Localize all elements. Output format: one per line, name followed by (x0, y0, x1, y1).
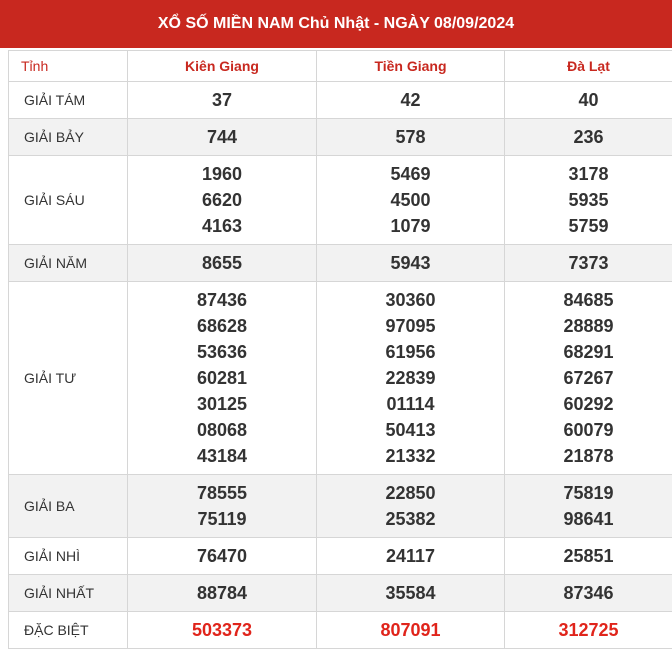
prize-cell (505, 245, 672, 282)
prize-row-giai-nam (9, 245, 672, 282)
winning-number: 37 (128, 87, 316, 113)
winning-number: 68291 (505, 339, 672, 365)
winning-number: 7373 (505, 250, 672, 276)
prize-label: GIẢI BA (9, 475, 128, 538)
prize-label: GIẢI SÁU (9, 156, 128, 245)
winning-number: 21332 (317, 443, 504, 469)
winning-number: 68628 (128, 313, 316, 339)
winning-number: 78555 (128, 480, 316, 506)
prize-label: GIẢI TƯ (9, 282, 128, 475)
results-table (8, 50, 672, 649)
prize-cell (317, 82, 505, 119)
winning-number: 43184 (128, 443, 316, 469)
winning-number: 5759 (505, 213, 672, 239)
winning-number: 01114 (317, 391, 504, 417)
prize-cell (505, 538, 672, 575)
page-title: XỔ SỐ MIỀN NAM Chủ Nhật - NGÀY 08/09/2024 (0, 0, 672, 48)
prize-cell (128, 612, 317, 649)
results-table-container (8, 50, 672, 649)
prize-cell (128, 282, 317, 475)
prize-cell (505, 282, 672, 475)
winning-number: 578 (317, 124, 504, 150)
winning-number: 67267 (505, 365, 672, 391)
prize-row-giai-nhat (9, 575, 672, 612)
prize-cell (128, 575, 317, 612)
winning-number: 08068 (128, 417, 316, 443)
prize-cell (317, 538, 505, 575)
winning-number: 98641 (505, 506, 672, 532)
winning-number: 8655 (128, 250, 316, 276)
winning-number: 744 (128, 124, 316, 150)
winning-number: 807091 (317, 617, 504, 643)
prize-cell (317, 245, 505, 282)
prize-cell (317, 612, 505, 649)
winning-number: 60292 (505, 391, 672, 417)
winning-number: 5469 (317, 161, 504, 187)
winning-number: 5943 (317, 250, 504, 276)
prize-cell (505, 119, 672, 156)
winning-number: 22839 (317, 365, 504, 391)
results-table-body (9, 82, 672, 649)
prize-cell (505, 156, 672, 245)
winning-number: 88784 (128, 580, 316, 606)
prize-row-giai-tu (9, 282, 672, 475)
winning-number: 22850 (317, 480, 504, 506)
winning-number: 40 (505, 87, 672, 113)
prize-label: GIẢI BẢY (9, 119, 128, 156)
prize-row-giai-ba (9, 475, 672, 538)
winning-number: 53636 (128, 339, 316, 365)
prize-label: GIẢI NĂM (9, 245, 128, 282)
prize-cell (128, 245, 317, 282)
prize-row-giai-bay (9, 119, 672, 156)
winning-number: 97095 (317, 313, 504, 339)
prize-label: GIẢI NHÌ (9, 538, 128, 575)
winning-number: 84685 (505, 287, 672, 313)
winning-number: 503373 (128, 617, 316, 643)
winning-number: 4163 (128, 213, 316, 239)
winning-number: 75819 (505, 480, 672, 506)
prize-cell (128, 475, 317, 538)
prize-cell (505, 612, 672, 649)
winning-number: 60079 (505, 417, 672, 443)
prize-label: GIẢI NHẤT (9, 575, 128, 612)
winning-number: 312725 (505, 617, 672, 643)
prize-cell (317, 475, 505, 538)
winning-number: 30360 (317, 287, 504, 313)
prize-cell (317, 282, 505, 475)
prize-cell (505, 82, 672, 119)
prize-label: GIẢI TÁM (9, 82, 128, 119)
winning-number: 60281 (128, 365, 316, 391)
province-column-header: Tỉnh (9, 51, 128, 82)
province-header-kien-giang[interactable]: Kiên Giang (128, 51, 317, 82)
prize-cell (505, 475, 672, 538)
winning-number: 28889 (505, 313, 672, 339)
winning-number: 5935 (505, 187, 672, 213)
prize-cell (317, 575, 505, 612)
table-header-row (9, 51, 672, 82)
winning-number: 24117 (317, 543, 504, 569)
winning-number: 25851 (505, 543, 672, 569)
prize-cell (128, 538, 317, 575)
winning-number: 75119 (128, 506, 316, 532)
winning-number: 236 (505, 124, 672, 150)
prize-label: ĐẶC BIỆT (9, 612, 128, 649)
winning-number: 30125 (128, 391, 316, 417)
prize-row-giai-nhi (9, 538, 672, 575)
prize-cell (128, 156, 317, 245)
winning-number: 4500 (317, 187, 504, 213)
winning-number: 1960 (128, 161, 316, 187)
prize-row-giai-sau (9, 156, 672, 245)
prize-cell (128, 82, 317, 119)
prize-cell (505, 575, 672, 612)
winning-number: 3178 (505, 161, 672, 187)
winning-number: 76470 (128, 543, 316, 569)
winning-number: 50413 (317, 417, 504, 443)
winning-number: 6620 (128, 187, 316, 213)
winning-number: 21878 (505, 443, 672, 469)
province-header-da-lat[interactable]: Đà Lạt (505, 51, 672, 82)
winning-number: 61956 (317, 339, 504, 365)
prize-row-giai-tam (9, 82, 672, 119)
winning-number: 1079 (317, 213, 504, 239)
winning-number: 87436 (128, 287, 316, 313)
winning-number: 35584 (317, 580, 504, 606)
prize-cell (317, 119, 505, 156)
province-header-tien-giang[interactable]: Tiền Giang (317, 51, 505, 82)
prize-cell (317, 156, 505, 245)
winning-number: 87346 (505, 580, 672, 606)
prize-row-dac-biet (9, 612, 672, 649)
winning-number: 42 (317, 87, 504, 113)
winning-number: 25382 (317, 506, 504, 532)
prize-cell (128, 119, 317, 156)
